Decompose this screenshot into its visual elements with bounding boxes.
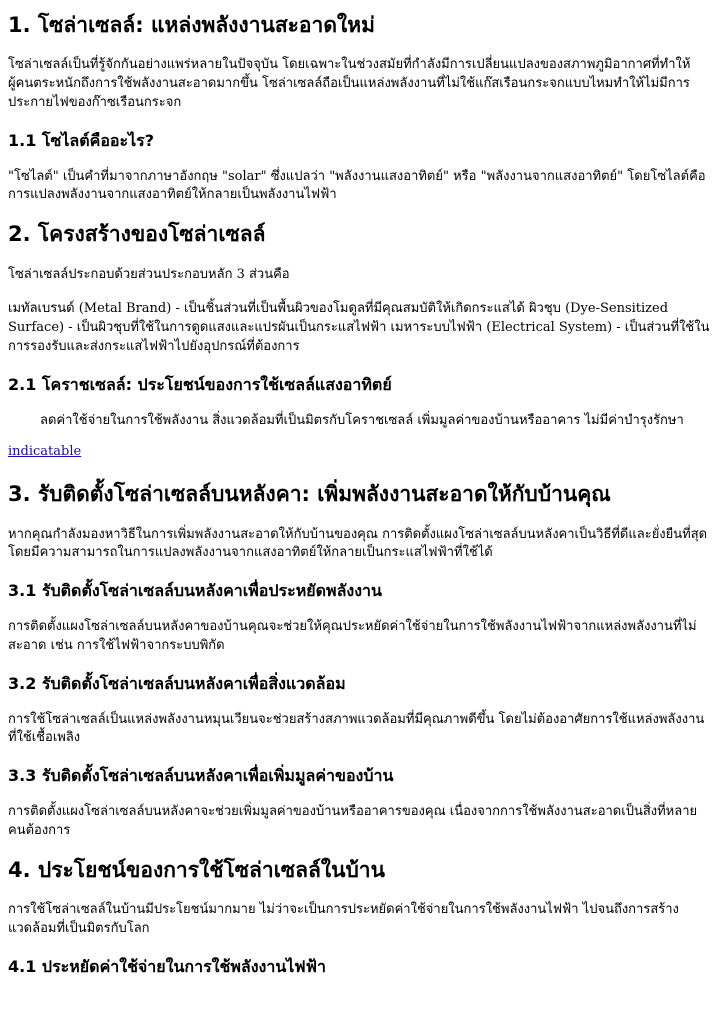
- section-3-2-heading: 3.2 รับติดตั้งโซล่าเซลล์บนหลังคาเพื่อสิ่งแวดล้อม: [8, 673, 346, 693]
- article-title: 1. โซล่าเซลล์: แหล่งพลังงานสะอาดใหม่: [8, 13, 375, 37]
- section-4-paragraph: การใช้โซล่าเซลล์ในบ้านมีประโยชน์มากมาย ไม่ว่าจะเป็นการประหยัดค่าใช้จ่ายในการใช้พลังงานไฟฟ้า ไปจนถึงการสร้างแวดล้อมที่เป็นมิตรกับโลก: [8, 902, 679, 936]
- section-1-1-paragraph: "โซไลต์" เป็นคำที่มาจากภาษาอังกฤษ "solar" ซึ่งแปลว่า "พลังงานแสงอาทิตย์" หรือ "พลังงานจากแสงอาทิตย์" โดยโซไลต์คือการแปลงพลังงานจากแสงอาทิตย์ให้กลายเป็นพลังงานไฟฟ้า: [8, 168, 706, 203]
- intro-paragraph: โซล่าเซลล์เป็นที่รู้จักกันอย่างแพร่หลายในปัจจุบัน โดยเฉพาะในช่วงสมัยที่กำลังมีการเปลี่ยนแปลงของสภาพภูมิอากาศที่ทำให้ผู้คนตระหนักถึงการใช้พลังงานสะอาดมากขึ้น โซล่าเซลล์ถือเป็นแหล่งพลังงานที่ไม่ใช้แก๊สเรือนกระจกแบบไหมทำให้ไม่มีการประกายไฟของก๊าซเรือนกระจก: [8, 57, 691, 110]
- section-3-1-paragraph: การติดตั้งแผงโซล่าเซลล์บนหลังคาของบ้านคุณจะช่วยให้คุณประหยัดค่าใช้จ่ายในการใช้พลังงานไฟฟ้าจากแหล่งพลังงานที่ไม่สะอาด เช่น การใช้ไฟฟ้าจากระบบพิกัด: [8, 619, 697, 653]
- section-4-1-heading: 4.1 ประหยัดค่าใช้จ่ายในการใช้พลังงานไฟฟ้า: [8, 956, 326, 976]
- link-paragraph: [8, 443, 712, 462]
- section-3-1-heading: 3.1 รับติดตั้งโซล่าเซลล์บนหลังคาเพื่อประหยัดพลังงาน: [8, 581, 382, 601]
- section-2-paragraph-2: เมทัลเบรนด์ (Metal Brand) - เป็นชิ้นส่วนที่เป็นพื้นผิวของโมดูลที่มีคุณสมบัติให้เกิดกระแสได้ ผิวชุบ (Dye-Sensitized Surface) - เป็นผิวชุบที่ใช้ในการดูดแสงและแปรผันเป็นกระแสไฟฟ้า เมหาระบบไฟฟ้า (Electrical System) - เป็นส่วนที่ใช้ในการรองรับและส่งกระแสไฟฟ้าไปยังอุปกรณ์ที่ต้องการ: [8, 301, 710, 355]
- section-3-3-heading: 3.3 รับติดตั้งโซล่าเซลล์บนหลังคาเพื่อเพิ่มมูลค่าของบ้าน: [8, 766, 394, 786]
- section-3-paragraph: หากคุณกำลังมองหาวิธีในการเพิ่มพลังงานสะอาดให้กับบ้านของคุณ การติดตั้งแผงโซล่าเซลล์บนหลังคาเป็นวิธีที่ดีและยั่งยืนที่สุด โดยมีความสามารถในการแปลงพลังงานจากแสงอาทิตย์ให้กลายเป็นกระแสไฟฟ้าที่ใช้ได้: [8, 526, 708, 561]
- section-4-heading: 4. ประโยชน์ของการใช้โซล่าเซลล์ในบ้าน: [8, 857, 385, 882]
- section-2-heading: 2. โครงสร้างของโซล่าเซลล์: [8, 222, 266, 247]
- section-2-1-heading: 2.1 โคราชเซลล์: ประโยชน์ของการใช้เซลล์แสงอาทิตย์: [8, 374, 392, 394]
- indicatable-link[interactable]: indicatable: [8, 443, 82, 459]
- section-1-1-heading: 1.1 โซไลต์คืออะไร?: [8, 130, 155, 150]
- section-3-2-paragraph: การใช้โซล่าเซลล์เป็นแหล่งพลังงานหมุนเวียนจะช่วยสร้างสภาพแวดล้อมที่มีคุณภาพดีขึ้น โดยไม่ต้องอาศัยการใช้แหล่งพลังงานที่ใช้เชื้อเพลิง: [8, 711, 705, 746]
- section-2-paragraph-1: โซล่าเซลล์ประกอบด้วยส่วนประกอบหลัก 3 ส่วนคือ: [8, 266, 290, 282]
- section-3-3-paragraph: การติดตั้งแผงโซล่าเซลล์บนหลังคาจะช่วยเพิ่มมูลค่าของบ้านหรืออาคารของคุณ เนื่องจากการใช้พลังงานสะอาดเป็นสิ่งที่หลายคนต้องการ: [8, 804, 698, 838]
- section-2-1-quote: ลดค่าใช้จ่ายในการใช้พลังงาน สิ่งแวดล้อมที่เป็นมิตรกับโคราชเซลล์ เพิ่มมูลค่าของบ้านหรืออาคาร ไม่มีค่าบำรุงรักษา: [40, 412, 684, 428]
- section-3-heading: 3. รับติดตั้งโซล่าเซลล์บนหลังคา: เพิ่มพลังงานสะอาดให้กับบ้านคุณ: [8, 482, 611, 507]
